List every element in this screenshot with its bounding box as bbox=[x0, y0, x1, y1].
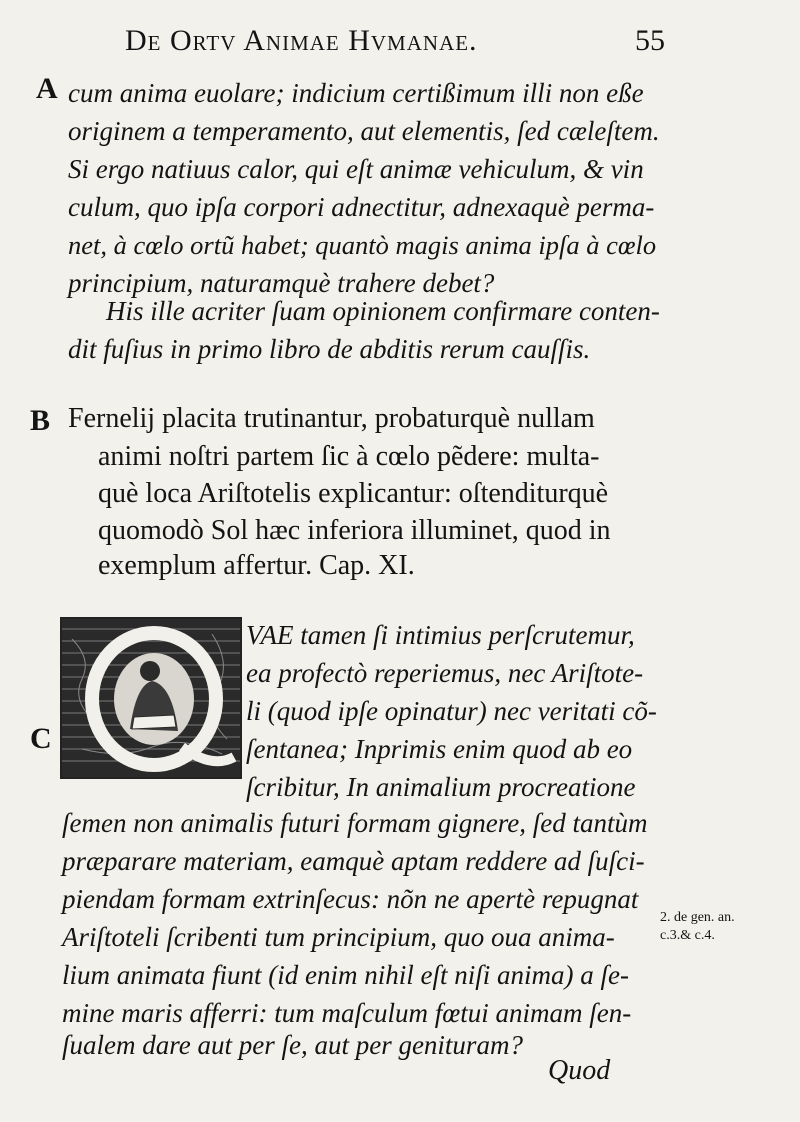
text-line: animi noſtri partem ſic à cœlo pẽdere: multa- bbox=[98, 441, 600, 472]
text-line: His ille acriter ſuam opinionem confirmare conten- bbox=[106, 296, 660, 326]
margin-letter-c: C bbox=[30, 722, 52, 755]
margin-letter-b: B bbox=[30, 404, 51, 437]
text-line: piendam formam extrinſecus: nõn ne apertè repugnat bbox=[62, 884, 639, 914]
text-line: exemplum affertur. Cap. XI. bbox=[98, 550, 415, 581]
text-line: culum, quo ipſa corpori adnectitur, adnexaquè perma- bbox=[68, 192, 655, 222]
page-number: 55 bbox=[635, 24, 665, 57]
text-line: Fernelij placita trutinantur, probaturquè nullam bbox=[68, 403, 595, 434]
text-line: ſentanea; Inprimis enim quod ab eo bbox=[246, 734, 633, 764]
marginal-note-line: c.3.& c.4. bbox=[660, 928, 715, 943]
text-line: principium, naturamquè trahere debet? bbox=[68, 268, 495, 298]
text-line: originem a temperamento, aut elementis, ſed cæleſtem. bbox=[68, 116, 660, 146]
text-line: quomodò Sol hæc inferiora illuminet, quod in bbox=[98, 515, 611, 546]
text-line: cum anima euolare; indicium certißimum illi non eße bbox=[68, 78, 644, 108]
running-header bbox=[125, 24, 685, 64]
text-line: ſemen non animalis futuri formam gignere, ſed tantùm bbox=[62, 808, 648, 838]
text-line: li (quod ipſe opinatur) nec veritati cõ- bbox=[246, 696, 657, 726]
text-line: ea profectò reperiemus, nec Ariſtote- bbox=[246, 658, 644, 688]
woodcut-initial-graphic bbox=[62, 619, 240, 777]
text-line: VAE tamen ſi intimius perſcrutemur, bbox=[246, 620, 635, 650]
text-line: net, à cœlo ortũ habet; quantò magis anima ipſa à cœlo bbox=[68, 230, 657, 260]
catchword: Quod bbox=[548, 1055, 611, 1086]
text-line: ſcribitur, In animalium procreatione bbox=[246, 772, 636, 802]
text-line: lium animata fiunt (id enim nihil eſt niſi anima) a ſe- bbox=[62, 960, 629, 990]
text-line: dit fuſius in primo libro de abditis rerum cauſſis. bbox=[68, 334, 591, 364]
text-line: mine maris afferri: tum maſculum fœtui animam ſen- bbox=[62, 998, 632, 1028]
margin-letter-a: A bbox=[36, 72, 58, 105]
text-line: què loca Ariſtotelis explicantur: oſtenditurquè bbox=[98, 478, 609, 509]
text-line: Ariſtoteli ſcribenti tum principium, quo oua anima- bbox=[62, 922, 615, 952]
running-title: De Ortv Animae Hvmanae. bbox=[125, 24, 478, 57]
marginal-note-line: 2. de gen. an. bbox=[660, 910, 735, 925]
text-line: ſualem dare aut per ſe, aut per genituram? bbox=[62, 1030, 523, 1060]
marginal-note bbox=[660, 909, 795, 945]
text-line: Si ergo natiuus calor, qui eſt animæ vehiculum, & vin bbox=[68, 154, 644, 184]
decorated-initial bbox=[60, 617, 242, 779]
text-line: præparare materiam, eamquè aptam reddere ad ſuſci- bbox=[62, 846, 645, 876]
